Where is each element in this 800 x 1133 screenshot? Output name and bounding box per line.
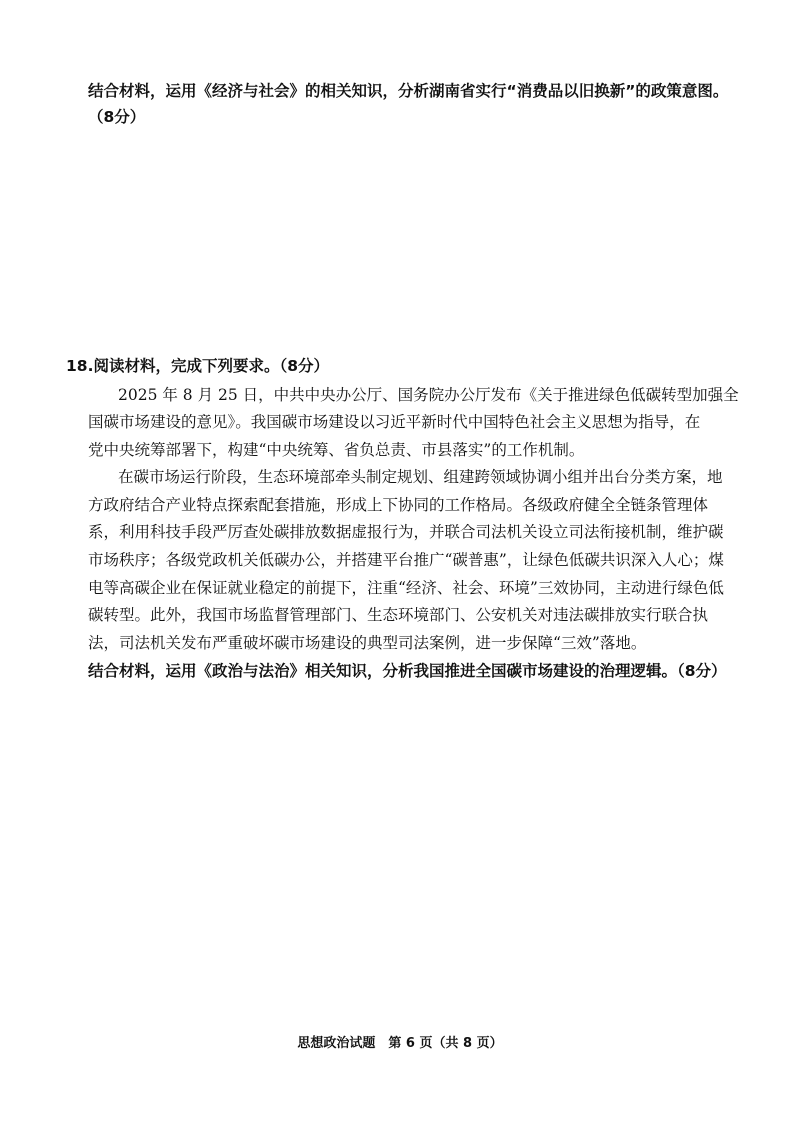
material-line: 在碳市场运行阶段，生态环境部牵头制定规划、组建跨领域协调小组并出台分类方案，地 xyxy=(118,468,723,486)
q18-prompt: 结合材料，运用《政治与法治》相关知识，分析我国推进全国碳市场建设的治理逻辑。（8分） xyxy=(88,662,727,680)
material-line: 党中央统筹部署下，构建“中央统筹、省负总责、市县落实”的工作机制。 xyxy=(88,441,585,459)
q18-header: 18.阅读材料，完成下列要求。（8分） xyxy=(66,357,329,375)
q17-prompt-line-2: （8分） xyxy=(88,108,146,126)
q17-prompt-line-1: 结合材料，运用《经济与社会》的相关知识，分析湖南省实行“消费品以旧换新”的政策意图。 xyxy=(88,82,729,100)
material-line: 国碳市场建设的意见》。我国碳市场建设以习近平新时代中国特色社会主义思想为指导，在 xyxy=(88,413,701,431)
material-line: 2025 年 8 月 25 日，中共中央办公厅、国务院办公厅发布《关于推进绿色低碳转型加强全 xyxy=(118,386,739,404)
page-footer: 思想政治试题 第 6 页（共 8 页） xyxy=(297,1036,503,1051)
material-line: 市场秩序；各级党政机关低碳办公，并搭建平台推广“碳普惠”，让绿色低碳共识深入人心；煤 xyxy=(88,551,724,569)
material-line: 方政府结合产业特点探索配套措施，形成上下协同的工作格局。各级政府健全全链条管理体 xyxy=(88,496,709,514)
material-line: 碳转型。此外，我国市场监督管理部门、生态环境部门、公安机关对违法碳排放实行联合执 xyxy=(88,606,709,624)
material-line: 法，司法机关发布严重破坏碳市场建设的典型司法案例，进一步保障“三效”落地。 xyxy=(88,634,647,652)
material-line: 电等高碳企业在保证就业稳定的前提下，注重“经济、社会、环境”三效协同，主动进行绿色低 xyxy=(88,579,724,597)
material-line: 系，利用科技手段严厉查处碳排放数据虚报行为，并联合司法机关设立司法衔接机制，维护碳 xyxy=(88,523,724,541)
